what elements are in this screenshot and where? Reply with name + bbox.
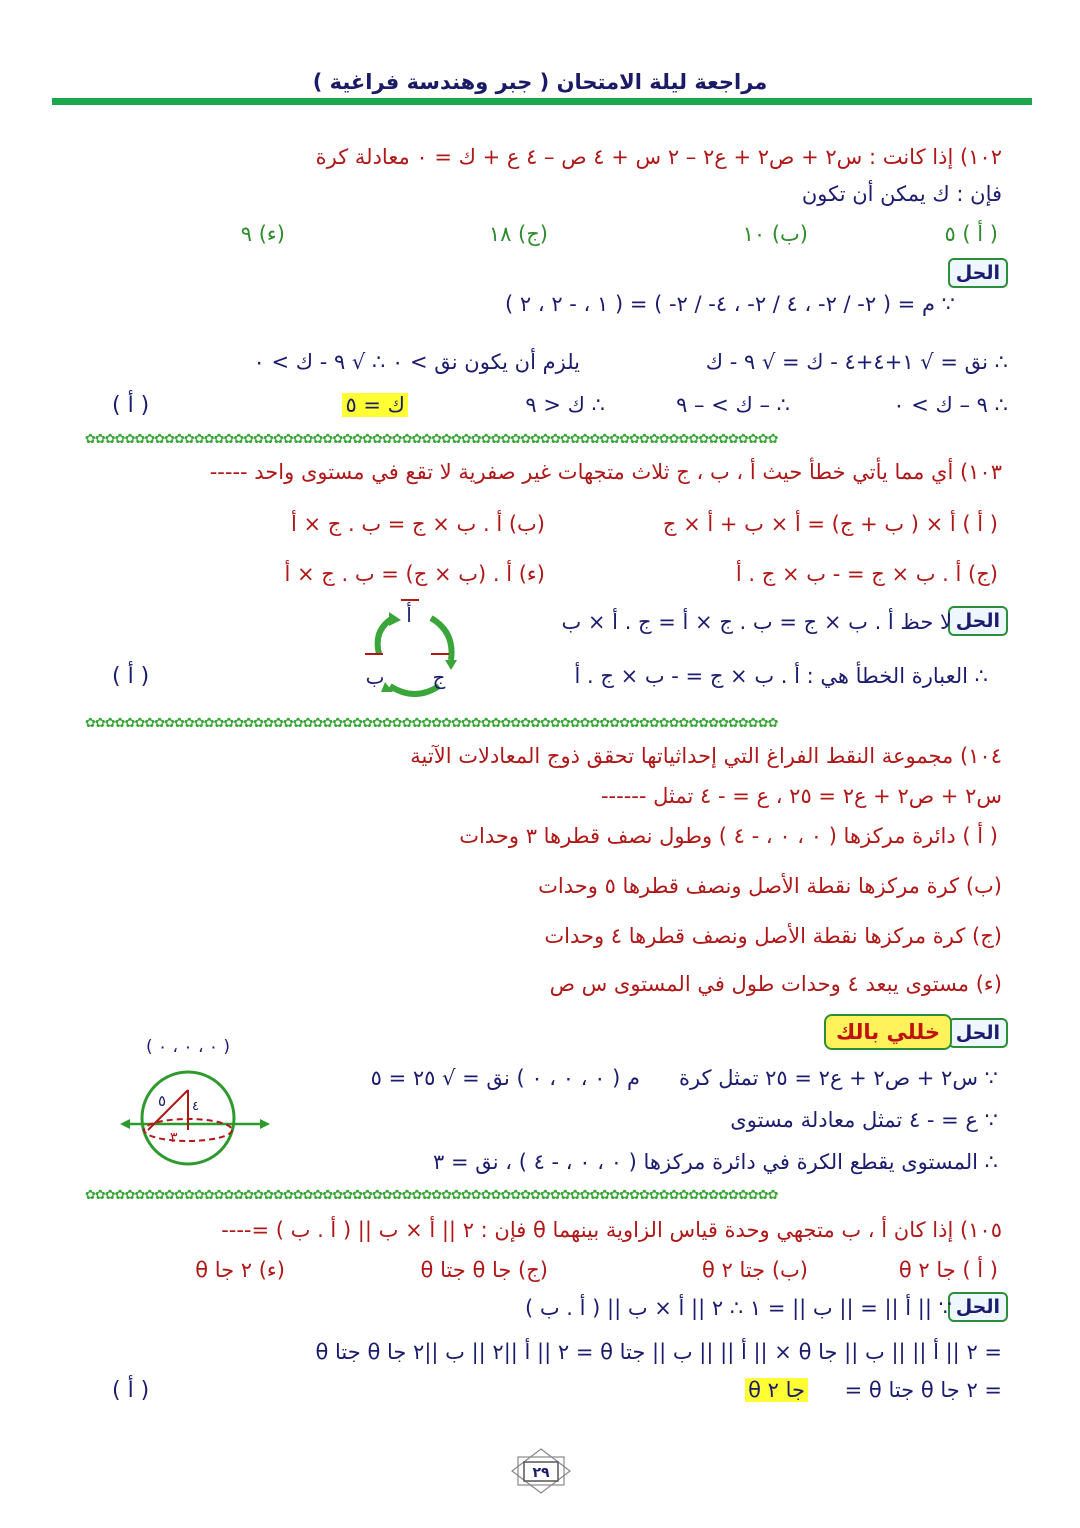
- q105-option-b: (ب) جتا ٢ θ: [701, 1258, 808, 1282]
- q105-solution-line-3: = ٢ جا θ جتا θ =: [844, 1378, 1002, 1402]
- q102-solution-label: الحل: [948, 258, 1008, 288]
- q104-solution-line-2: ∵ ع = - ٤ تمثل معادلة مستوى: [730, 1108, 998, 1132]
- q102-solution-line-3a: ∴ ٩ – ك > ٠: [893, 393, 1008, 417]
- q103-answer: ( أ ): [112, 664, 150, 689]
- q105-answer: ( أ ): [112, 1378, 150, 1403]
- q103-stem: ١٠٣) أي مما يأتي خطأ حيث أ ، ب ، ج ثلاث متجهات غير صفرية لا تقع في مستوى واحد -----: [209, 460, 1002, 484]
- q102-stem: ١٠٢) إذا كانت : س٢ + ص٢ + ع٢ – ٢ س + ٤ ص – ٤ ع + ك = ٠ معادلة كرة: [315, 145, 1002, 169]
- q103-option-d: (ء) أ . (ب × ج) = ب . ج × أ: [284, 562, 545, 586]
- section-divider: ✿✿✿✿✿✿✿✿✿✿✿✿✿✿✿✿✿✿✿✿✿✿✿✿✿✿✿✿✿✿✿✿✿✿✿✿✿✿✿✿✿✿✿✿✿✿✿✿✿✿✿✿✿✿✿✿✿✿✿✿✿✿✿✿✿✿✿✿✿✿: [85, 1188, 778, 1202]
- q102-answer: ( أ ): [112, 393, 150, 418]
- q104-option-b: (ب) كرة مركزها نقطة الأصل ونصف قطرها ٥ وحدات: [538, 874, 1002, 898]
- figure-radius-label: ٥: [158, 1092, 167, 1110]
- q103-solution-label: الحل: [948, 606, 1008, 636]
- q104-stem: ١٠٤) مجموعة النقط الفراغ التي إحداثياتها تحقق ذوج المعادلات الآتية: [410, 744, 1002, 768]
- q104-solution-line-1b: م ( ٠ ، ٠ ، ٠ ) نق = √ ٢٥ = ٥: [370, 1066, 640, 1090]
- q104-option-d: (ء) مستوى يبعد ٤ وحدات طول في المستوى س ص: [549, 972, 1002, 996]
- q102-option-c: (ج) ١٨: [488, 222, 548, 246]
- q103-option-c: (ج) أ . ب × ج = - ب × ج . أ: [735, 562, 998, 586]
- q102-solution-line-2b: يلزم أن يكون نق > ٠ ∴ √ ٩ - ك > ٠: [253, 350, 580, 374]
- q102-solution-line-3c: ∴ ك < ٩: [525, 393, 605, 417]
- q105-solution-label: الحل: [948, 1292, 1008, 1322]
- cycle-label-b: ب: [365, 665, 385, 689]
- q102-option-a: ( أ ) ٥: [944, 222, 998, 246]
- q103-solution-line-1: لا حظ أ . ب × ج = ب . ج × أ = ج . أ × ب: [561, 610, 952, 634]
- page-number-ornament: [510, 1447, 572, 1495]
- q105-option-a: ( أ ) جا ٢ θ: [898, 1258, 998, 1282]
- figure-distance-label: ٤: [192, 1099, 199, 1114]
- q102-option-d: (ء) ٩: [240, 222, 285, 246]
- q103-solution-line-2: ∴ العبارة الخطأ هي : أ . ب × ج = - ب × ج . أ: [574, 664, 988, 688]
- q105-stem: ١٠٥) إذا كان أ ، ب متجهي وحدة قياس الزاوية بينهما θ فإن : ٢ || أ × ب || ( أ . ب ) =----: [221, 1218, 1002, 1242]
- q102-answer-highlight: ك = ٥: [342, 393, 408, 417]
- attention-badge: خللي بالك: [824, 1014, 952, 1050]
- section-divider: ✿✿✿✿✿✿✿✿✿✿✿✿✿✿✿✿✿✿✿✿✿✿✿✿✿✿✿✿✿✿✿✿✿✿✿✿✿✿✿✿✿✿✿✿✿✿✿✿✿✿✿✿✿✿✿✿✿✿✿✿✿✿✿✿✿✿✿✿✿✿: [85, 432, 778, 446]
- page-header-title: مراجعة ليلة الامتحان ( جبر وهندسة فراغية ): [312, 70, 768, 94]
- cycle-label-a: أ: [406, 603, 412, 627]
- header-divider: [52, 98, 1032, 105]
- cyclic-order-diagram: [345, 590, 475, 708]
- q105-option-d: (ء) ٢ جا θ: [195, 1258, 285, 1282]
- q104-solution-line-3: ∴ المستوى يقطع الكرة في دائرة مركزها ( ٠ ، ٠ ، - ٤ ) ، نق = ٣: [433, 1150, 998, 1174]
- q105-option-c: (ج) جا θ جتا θ: [420, 1258, 548, 1282]
- q105-solution-line-2: = ٢ || أ || || ب || جا θ × || أ || || ب || جتا θ = ٢ || أ ||٢ || ب ||٢ جا θ جتا θ: [315, 1340, 1002, 1364]
- q104-stem-2: س٢ + ص٢ + ع٢ = ٢٥ ، ع = - ٤ تمثل ------: [600, 784, 1002, 808]
- page-number: ٢٩: [532, 1465, 550, 1481]
- q105-answer-highlight: جا ٢ θ: [745, 1378, 808, 1402]
- q102-solution-line-1: ∵ م = ( ٢- / ٢- ، ٤ / ٢- ، ٤- / ٢- ) = ( ١ ، - ٢ ، ٢ ): [505, 292, 955, 316]
- q104-solution-label: الحل: [948, 1018, 1008, 1048]
- sphere-plane-figure: [118, 1030, 278, 1170]
- q102-solution-line-2a: ∴ نق = √ ١+٤+٤ - ك = √ ٩ - ك: [705, 350, 1008, 374]
- figure-small-radius-label: ٣: [170, 1130, 178, 1146]
- q102-solution-line-3b: ∴ – ك > – ٩: [676, 393, 790, 417]
- q105-solution-line-1: ∵ || أ || = || ب || = ١ ∴ ٢ || أ × ب || ( أ . ب ): [524, 1296, 952, 1320]
- q102-stem-2: فإن : ك يمكن أن تكون: [801, 182, 1002, 206]
- q104-solution-line-1a: ∵ س٢ + ص٢ + ع٢ = ٢٥ تمثل كرة: [678, 1066, 998, 1090]
- q103-option-b: (ب) أ . ب × ج = ب . ج × أ: [290, 512, 545, 536]
- cycle-label-c: ج: [432, 665, 446, 689]
- q104-option-a: ( أ ) دائرة مركزها ( ٠ ، ٠ ، - ٤ ) وطول نصف قطرها ٣ وحدات: [459, 824, 998, 848]
- section-divider: ✿✿✿✿✿✿✿✿✿✿✿✿✿✿✿✿✿✿✿✿✿✿✿✿✿✿✿✿✿✿✿✿✿✿✿✿✿✿✿✿✿✿✿✿✿✿✿✿✿✿✿✿✿✿✿✿✿✿✿✿✿✿✿✿✿✿✿✿✿✿: [85, 716, 778, 730]
- q103-option-a: ( أ ) أ × ( ب + ج) = أ × ب + أ × ج: [662, 512, 998, 536]
- q102-option-b: (ب) ١٠: [742, 222, 808, 246]
- figure-center-label: ( ٠ ، ٠ ، ٠ ): [145, 1037, 231, 1057]
- q104-option-c: (ج) كرة مركزها نقطة الأصل ونصف قطرها ٤ وحدات: [544, 924, 1002, 948]
